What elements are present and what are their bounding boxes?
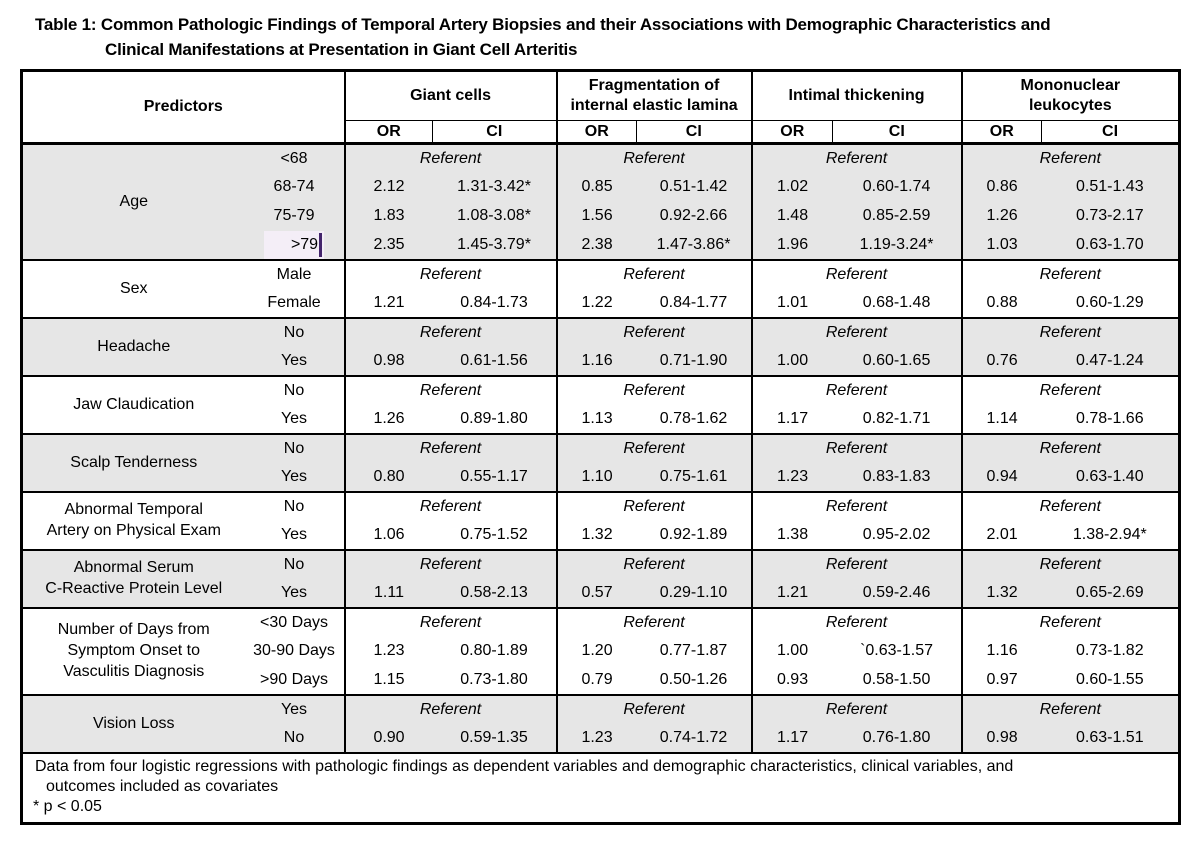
or-value-cell: 1.17 bbox=[752, 405, 833, 434]
or-value-cell: 1.48 bbox=[752, 202, 833, 231]
level-label: 68-74 bbox=[245, 173, 345, 202]
or-value-cell: 1.23 bbox=[752, 463, 833, 492]
level-label: Female bbox=[267, 293, 321, 311]
predictor-label: Abnormal Serum C-Reactive Protein Level bbox=[22, 550, 245, 608]
predictor-block-headache bbox=[22, 318, 1180, 376]
or-value-cell: 0.76 bbox=[962, 347, 1042, 376]
or-value-cell: 1.32 bbox=[557, 521, 637, 550]
level-label: Yes bbox=[280, 409, 308, 427]
or-value-cell: 1.20 bbox=[557, 637, 637, 666]
ci-value-cell: 0.60-1.55 bbox=[1075, 670, 1144, 688]
or-value-cell: 1.26 bbox=[962, 202, 1042, 231]
footnote-line-1: Data from four logistic regressions with pathologic findings as dependent variables and demographic characteristics, clinical variables, and bbox=[35, 758, 1014, 776]
or-value-cell: 0.79 bbox=[557, 666, 637, 695]
referent-cell: Referent bbox=[962, 492, 1180, 521]
or-value-cell: 0.57 bbox=[557, 579, 637, 608]
predictor-label: Jaw Claudication bbox=[73, 395, 195, 413]
predictor-label: Abnormal Temporal Artery on Physical Exam bbox=[46, 501, 221, 540]
ci-value-cell: 0.59-1.35 bbox=[433, 724, 557, 753]
or-value-cell: 0.80 bbox=[345, 463, 433, 492]
predictor-block-jaw-claudication bbox=[22, 376, 1180, 434]
ci-value-cell: 0.73-2.17 bbox=[1042, 202, 1180, 231]
or-value-cell: 1.96 bbox=[752, 231, 833, 260]
ci-value-cell: 0.85-2.59 bbox=[833, 202, 962, 231]
or-value-cell: 2.01 bbox=[962, 521, 1042, 550]
or-value-cell: 0.97 bbox=[962, 666, 1042, 695]
ci-value-cell: 0.77-1.87 bbox=[659, 642, 728, 660]
or-value-cell: 1.21 bbox=[345, 289, 433, 318]
ci-value-cell: 1.31-3.42* bbox=[433, 173, 557, 202]
ci-column-header: CI bbox=[637, 121, 752, 144]
group-header-fragmentation bbox=[557, 71, 752, 121]
level-label: <68 bbox=[245, 144, 345, 173]
or-value-cell: 2.38 bbox=[557, 231, 637, 260]
predictor-block-scalp-tenderness bbox=[22, 434, 1180, 492]
ci-value-cell: 0.89-1.80 bbox=[460, 409, 528, 427]
ci-value-cell: 0.92-2.66 bbox=[637, 202, 752, 231]
or-value-cell: 1.83 bbox=[345, 202, 433, 231]
ci-value-cell: 1.38-2.94* bbox=[1072, 525, 1147, 543]
or-value-cell: 1.03 bbox=[962, 231, 1042, 260]
referent-cell: Referent bbox=[557, 434, 752, 463]
or-column-header: OR bbox=[557, 121, 637, 144]
group-header-intimal-thickening bbox=[752, 71, 962, 121]
table-footnote bbox=[22, 753, 1180, 824]
or-value-cell: 1.16 bbox=[962, 637, 1042, 666]
or-value-cell: 1.21 bbox=[752, 579, 833, 608]
ci-column-header: CI bbox=[1042, 121, 1180, 144]
or-value-cell: 1.01 bbox=[752, 289, 833, 318]
ci-value-cell: 0.63-1.51 bbox=[1042, 724, 1180, 753]
or-value-cell: 0.85 bbox=[557, 173, 637, 202]
or-value-cell: 1.02 bbox=[752, 173, 833, 202]
ci-value-cell: 0.84-1.73 bbox=[460, 293, 528, 311]
ci-column-header: CI bbox=[833, 121, 962, 144]
level-label: >90 Days bbox=[259, 670, 329, 688]
predictor-label: Headache bbox=[22, 318, 245, 376]
predictor-block-vision-loss bbox=[22, 695, 1180, 753]
text-cursor bbox=[319, 233, 322, 257]
predictor-label: Number of Days from Symptom Onset to Vasculitis Diagnosis bbox=[57, 621, 210, 680]
ci-value-cell: 0.58-2.13 bbox=[433, 579, 557, 608]
or-value-cell: 2.35 bbox=[345, 231, 433, 260]
group-header-line: leukocytes bbox=[1028, 97, 1112, 115]
predictor-block-number-of-days-from-symptom-onset-to-vasculitis-diagnosis bbox=[22, 608, 1180, 695]
level-label-selected[interactable] bbox=[245, 231, 345, 260]
or-value-cell: 1.14 bbox=[962, 405, 1042, 434]
or-value-cell: 1.06 bbox=[345, 521, 433, 550]
referent-cell: Referent bbox=[345, 492, 557, 521]
table-row bbox=[22, 434, 1180, 463]
significance-note: * p < 0.05 bbox=[33, 798, 102, 816]
level-label: <30 Days bbox=[259, 613, 329, 631]
ci-value-cell: 0.63-1.40 bbox=[1042, 463, 1180, 492]
or-value-cell: 1.23 bbox=[557, 724, 637, 753]
table-row bbox=[22, 260, 1180, 289]
ci-value-cell: 0.82-1.71 bbox=[862, 409, 931, 427]
ci-value-cell: 0.74-1.72 bbox=[637, 724, 752, 753]
ci-value-cell: 0.78-1.66 bbox=[1075, 409, 1144, 427]
ci-value-cell: 0.76-1.80 bbox=[833, 724, 962, 753]
or-value-cell: 0.93 bbox=[752, 666, 833, 695]
or-value-cell: 0.98 bbox=[962, 724, 1042, 753]
level-label: No bbox=[245, 318, 345, 347]
predictor-label: Vision Loss bbox=[22, 695, 245, 753]
referent-cell: Referent bbox=[345, 695, 557, 724]
predictor-label: Age bbox=[22, 144, 245, 260]
or-column-header: OR bbox=[962, 121, 1042, 144]
or-value-cell: 1.26 bbox=[345, 405, 433, 434]
referent-cell: Referent bbox=[557, 318, 752, 347]
or-column-header: OR bbox=[345, 121, 433, 144]
referent-cell: Referent bbox=[345, 144, 557, 173]
ci-value-cell: 0.47-1.24 bbox=[1042, 347, 1180, 376]
referent-cell: Referent bbox=[345, 376, 557, 405]
ci-value-cell: 0.50-1.26 bbox=[659, 670, 728, 688]
ci-value-cell: 0.78-1.62 bbox=[659, 409, 728, 427]
referent-cell: Referent bbox=[962, 260, 1180, 289]
table-row bbox=[22, 550, 1180, 579]
group-header-mononuclear-leukocytes bbox=[962, 71, 1180, 121]
ci-value-cell: 1.19-3.24* bbox=[833, 231, 962, 260]
ci-value-cell: 0.55-1.17 bbox=[433, 463, 557, 492]
or-value-cell: 1.10 bbox=[557, 463, 637, 492]
predictors-header: Predictors bbox=[22, 71, 345, 144]
group-header-line: Mononuclear bbox=[1020, 77, 1121, 95]
level-label: Yes bbox=[245, 579, 345, 608]
referent-cell: Referent bbox=[345, 318, 557, 347]
ci-value-cell: 0.68-1.48 bbox=[862, 293, 931, 311]
table-caption bbox=[35, 13, 1188, 62]
ci-value-cell: 0.59-2.46 bbox=[833, 579, 962, 608]
referent-cell: Referent bbox=[962, 608, 1180, 637]
ci-value-cell: 0.80-1.89 bbox=[460, 642, 528, 660]
table-row bbox=[22, 376, 1180, 405]
referent-cell: Referent bbox=[557, 492, 752, 521]
referent-cell: Referent bbox=[962, 434, 1180, 463]
or-value-cell: 0.98 bbox=[345, 347, 433, 376]
predictor-block-age bbox=[22, 144, 1180, 260]
or-value-cell: 2.12 bbox=[345, 173, 433, 202]
referent-cell: Referent bbox=[557, 260, 752, 289]
ci-value-cell: 0.61-1.56 bbox=[433, 347, 557, 376]
ci-value-cell: 0.73-1.82 bbox=[1075, 642, 1144, 660]
level-label: Yes bbox=[245, 347, 345, 376]
ci-value-cell: 0.60-1.29 bbox=[1075, 293, 1144, 311]
level-label: No bbox=[245, 434, 345, 463]
ci-value-cell: `0.63-1.57 bbox=[860, 642, 933, 660]
ci-value-cell: 0.65-2.69 bbox=[1042, 579, 1180, 608]
ci-column-header: CI bbox=[433, 121, 557, 144]
ci-value-cell: 0.51-1.43 bbox=[1042, 173, 1180, 202]
or-value-cell: 1.23 bbox=[345, 637, 433, 666]
or-value-cell: 0.94 bbox=[962, 463, 1042, 492]
referent-cell: Referent bbox=[962, 318, 1180, 347]
level-label: No bbox=[283, 497, 305, 515]
level-label: Yes bbox=[245, 463, 345, 492]
group-header-giant-cells bbox=[345, 71, 557, 121]
referent-cell: Referent bbox=[962, 695, 1180, 724]
or-value-cell: 1.15 bbox=[345, 666, 433, 695]
level-label: Male bbox=[276, 265, 312, 283]
level-label: No bbox=[245, 550, 345, 579]
referent-cell: Referent bbox=[962, 144, 1180, 173]
ci-value-cell: 0.60-1.65 bbox=[833, 347, 962, 376]
table-row bbox=[22, 492, 1180, 521]
referent-cell: Referent bbox=[557, 695, 752, 724]
or-value-cell: 1.32 bbox=[962, 579, 1042, 608]
or-value-cell: 1.16 bbox=[557, 347, 637, 376]
ci-value-cell: 0.84-1.77 bbox=[659, 293, 728, 311]
referent-cell: Referent bbox=[557, 376, 752, 405]
referent-cell: Referent bbox=[752, 144, 962, 173]
selected-text[interactable]: >79 bbox=[264, 231, 324, 259]
table-row bbox=[22, 144, 1180, 173]
referent-cell: Referent bbox=[345, 550, 557, 579]
or-value-cell: 1.11 bbox=[345, 579, 433, 608]
or-value-cell: 0.88 bbox=[962, 289, 1042, 318]
caption-line-1: Table 1: Common Pathologic Findings of Temporal Artery Biopsies and their Associations with Demographic Characteristics and bbox=[35, 15, 1051, 34]
predictor-block-abnormal-temporal-artery-on-physical-exam bbox=[22, 492, 1180, 550]
or-value-cell: 1.38 bbox=[752, 521, 833, 550]
ci-value-cell: 0.58-1.50 bbox=[862, 670, 931, 688]
table-row bbox=[22, 318, 1180, 347]
referent-cell: Referent bbox=[752, 434, 962, 463]
level-label: 75-79 bbox=[245, 202, 345, 231]
ci-value-cell: 0.60-1.74 bbox=[833, 173, 962, 202]
ci-value-cell: 0.75-1.52 bbox=[460, 525, 528, 543]
referent-cell: Referent bbox=[345, 434, 557, 463]
referent-cell: Referent bbox=[752, 608, 962, 637]
level-label: 30-90 Days bbox=[253, 642, 335, 660]
or-value-cell: 0.86 bbox=[962, 173, 1042, 202]
group-header-line: Giant cells bbox=[410, 87, 491, 105]
caption-line-2: Clinical Manifestations at Presentation in Giant Cell Arteritis bbox=[105, 39, 578, 59]
level-label: No bbox=[245, 724, 345, 753]
or-value-cell: 1.22 bbox=[557, 289, 637, 318]
ci-value-cell: 0.29-1.10 bbox=[637, 579, 752, 608]
group-header-line: Fragmentation of bbox=[588, 77, 720, 95]
level-label: Yes bbox=[280, 525, 308, 543]
ci-value-cell: 0.51-1.42 bbox=[637, 173, 752, 202]
results-table bbox=[20, 69, 1181, 825]
predictor-label: Sex bbox=[119, 279, 148, 297]
ci-value-cell: 0.92-1.89 bbox=[659, 525, 728, 543]
referent-cell: Referent bbox=[557, 144, 752, 173]
footnote-line-2: outcomes included as covariates bbox=[46, 778, 279, 796]
ci-value-cell: 1.47-3.86* bbox=[637, 231, 752, 260]
or-value-cell: 0.90 bbox=[345, 724, 433, 753]
ci-value-cell: 0.95-2.02 bbox=[862, 525, 931, 543]
level-label: Yes bbox=[245, 695, 345, 724]
ci-value-cell: 0.71-1.90 bbox=[637, 347, 752, 376]
or-value-cell: 1.00 bbox=[752, 347, 833, 376]
ci-value-cell: 0.83-1.83 bbox=[833, 463, 962, 492]
referent-cell: Referent bbox=[557, 550, 752, 579]
or-value-cell: 1.56 bbox=[557, 202, 637, 231]
table-header bbox=[22, 71, 1180, 144]
predictor-block-sex bbox=[22, 260, 1180, 318]
referent-cell: Referent bbox=[752, 318, 962, 347]
referent-cell: Referent bbox=[752, 695, 962, 724]
referent-cell: Referent bbox=[752, 550, 962, 579]
ci-value-cell: 0.75-1.61 bbox=[637, 463, 752, 492]
group-header-line: Intimal thickening bbox=[788, 87, 925, 105]
level-label: No bbox=[283, 381, 305, 399]
table-row bbox=[22, 608, 1180, 637]
ci-value-cell: 1.08-3.08* bbox=[433, 202, 557, 231]
referent-cell: Referent bbox=[752, 376, 962, 405]
ci-value-cell: 0.73-1.80 bbox=[460, 670, 528, 688]
referent-cell: Referent bbox=[962, 550, 1180, 579]
ci-value-cell: 1.45-3.79* bbox=[433, 231, 557, 260]
referent-cell: Referent bbox=[962, 376, 1180, 405]
table-row bbox=[22, 695, 1180, 724]
predictor-label: Scalp Tenderness bbox=[22, 434, 245, 492]
referent-cell: Referent bbox=[752, 492, 962, 521]
group-header-line: internal elastic lamina bbox=[570, 97, 738, 115]
or-value-cell: 1.17 bbox=[752, 724, 833, 753]
predictor-block-abnormal-serum-c-reactive-protein-level bbox=[22, 550, 1180, 608]
or-column-header: OR bbox=[752, 121, 833, 144]
or-value-cell: 1.13 bbox=[557, 405, 637, 434]
ci-value-cell: 0.63-1.70 bbox=[1042, 231, 1180, 260]
referent-cell: Referent bbox=[752, 260, 962, 289]
referent-cell: Referent bbox=[345, 608, 557, 637]
or-value-cell: 1.00 bbox=[752, 637, 833, 666]
referent-cell: Referent bbox=[557, 608, 752, 637]
referent-cell: Referent bbox=[345, 260, 557, 289]
